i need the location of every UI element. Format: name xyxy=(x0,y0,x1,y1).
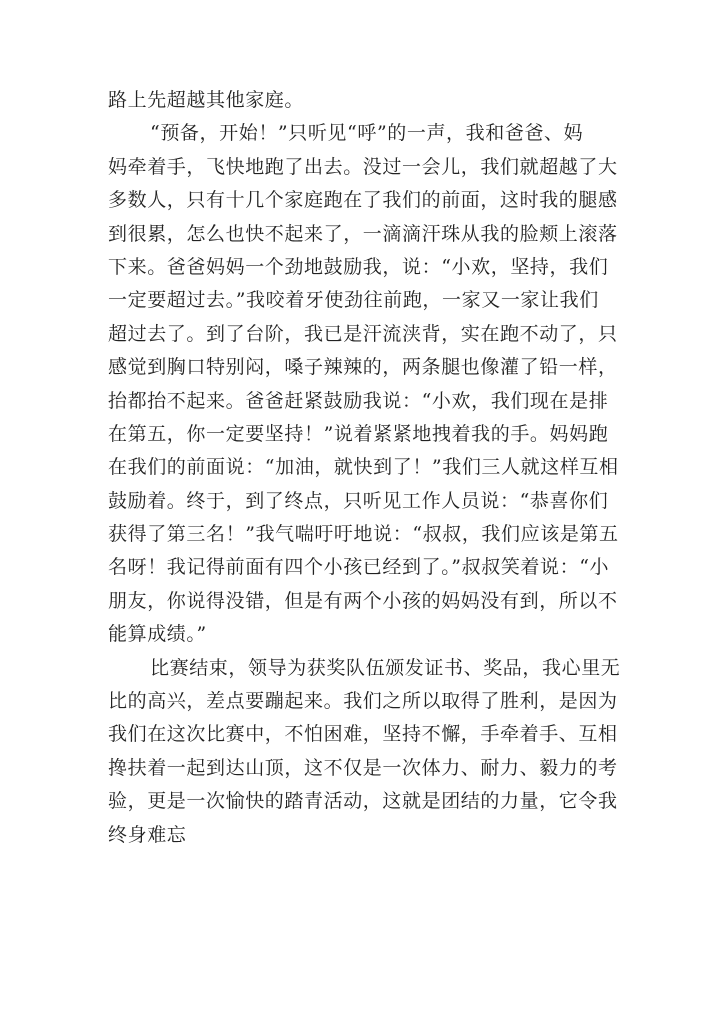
text-line: 一定要超过去。”我咬着牙使劲往前跑，一家又一家让我们 xyxy=(108,289,599,312)
text-line: 比的高兴，差点要蹦起来。我们之所以取得了胜利，是因为 xyxy=(108,690,618,713)
text-line: 在我们的前面说：“加油，就快到了！”我们三人就这样互相 xyxy=(108,456,619,479)
text-line: 多数人，只有十几个家庭跑在了我们的前面，这时我的腿感 xyxy=(108,189,618,212)
text-line: 搀扶着一起到达山顶，这不仅是一次体力、耐力、毅力的考 xyxy=(108,756,618,779)
text-line: 超过去了。到了台阶，我已是汗流浃背，实在跑不动了，只 xyxy=(108,322,618,345)
text-line: 朋友，你说得没错，但是有两个小孩的妈妈没有到，所以不 xyxy=(108,589,618,612)
text-line: 名呀！我记得前面有四个小孩已经到了。”叔叔笑着说：“小 xyxy=(108,556,610,579)
text-line: 路上先超越其他家庭。 xyxy=(108,89,305,111)
text-line: 感觉到胸口特别闷，嗓子辣辣的，两条腿也像灌了铅一样， xyxy=(108,356,618,379)
text-line: 验，更是一次愉快的踏青活动，这就是团结的力量，它令我 xyxy=(108,790,618,813)
text-line: 获得了第三名！”我气喘吁吁地说：“叔叔，我们应该是第五 xyxy=(108,523,619,546)
text-line: 妈牵着手，飞快地跑了出去。没过一会儿，我们就超越了大 xyxy=(108,155,618,178)
paragraph-first-line: “预备，开始！”只听见“呼”的一声，我和爸爸、妈 xyxy=(150,122,584,145)
text-line: 抬都抬不起来。爸爸赶紧鼓励我说：“小欢，我们现在是排 xyxy=(108,389,609,412)
text-line: 我们在这次比赛中，不怕困难，坚持不懈，手牵着手、互相 xyxy=(108,723,618,746)
text-line: 在第五，你一定要坚持！”说着紧紧地拽着我的手。妈妈跑 xyxy=(108,422,609,445)
paragraph-first-line: 比赛结束，领导为获奖队伍颁发证书、奖品，我心里无 xyxy=(150,656,621,679)
text-line: 终身难忘 xyxy=(108,823,187,846)
text-line: 鼓励着。终于，到了终点，只听见工作人员说：“恭喜你们 xyxy=(108,489,609,512)
document-body xyxy=(108,84,623,852)
text-line: 到很累，怎么也快不起来了，一滴滴汗珠从我的脸颊上滚落 xyxy=(108,222,618,245)
text-line: 下来。爸爸妈妈一个劲地鼓励我，说：“小欢，坚持，我们 xyxy=(108,255,609,278)
text-line: 能算成绩。” xyxy=(108,623,207,646)
